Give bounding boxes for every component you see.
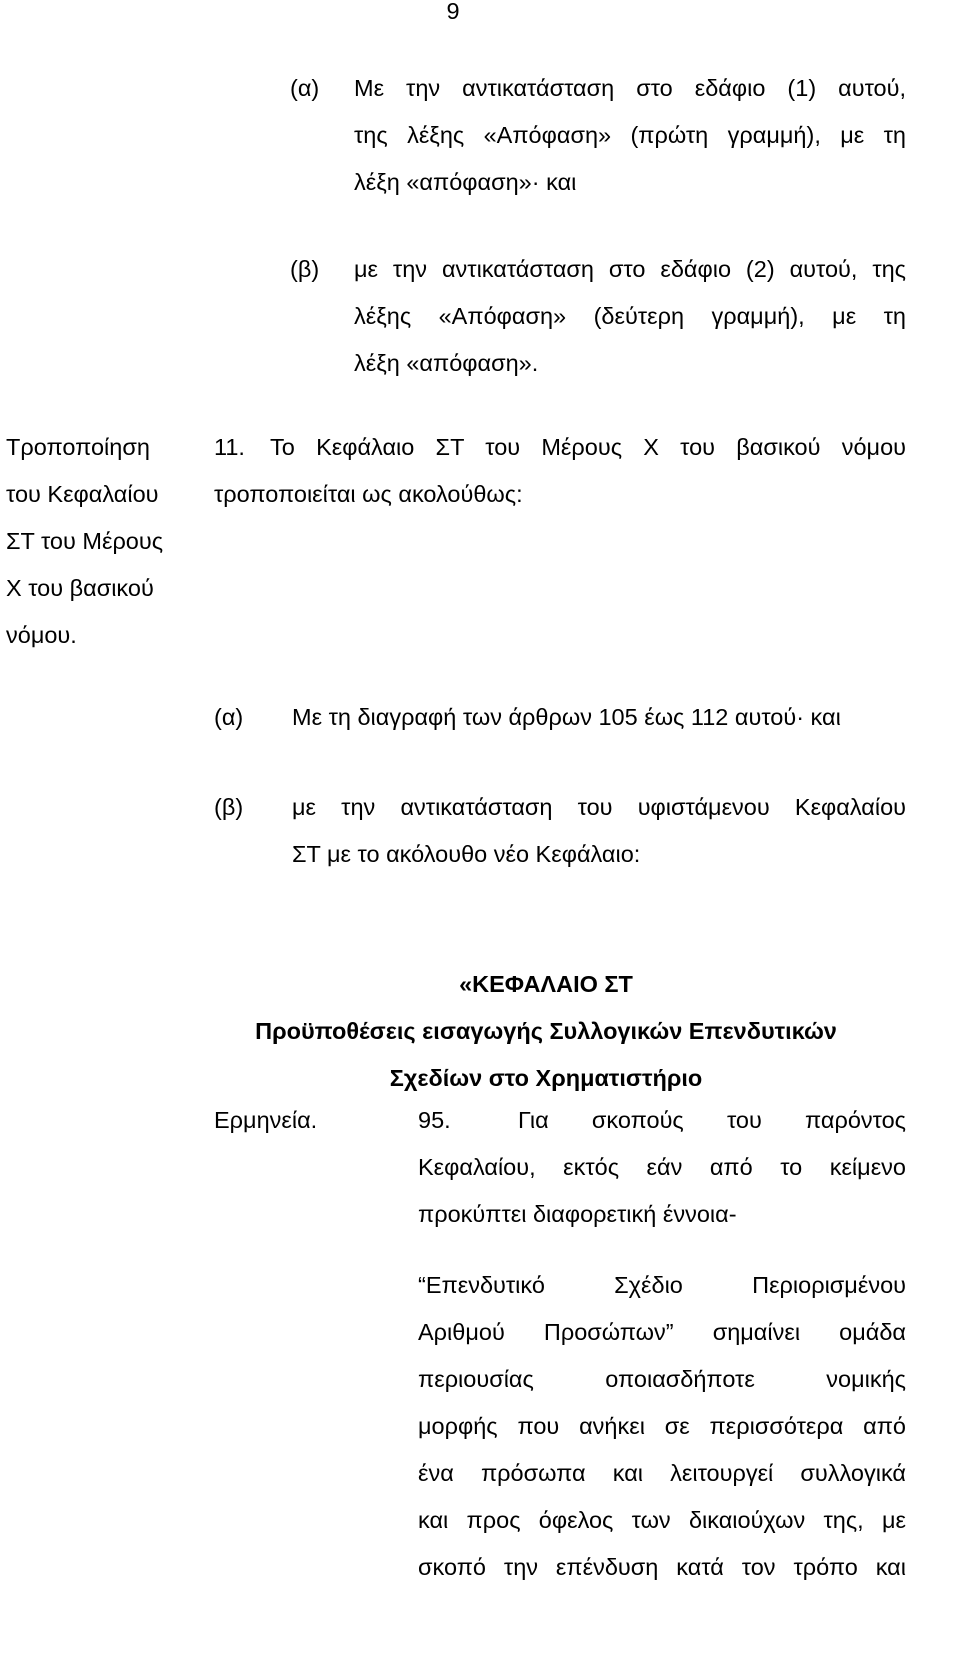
- chapter-subtitle: Προϋποθέσεις εισαγωγής Συλλογικών Επενδυτικών: [255, 1018, 837, 1044]
- item-label-alpha: (α): [214, 704, 244, 730]
- margin-note-section-95: Ερμηνεία.: [214, 1107, 318, 1133]
- definition-line: Αριθμού Προσώπων” σημαίνει ομάδα: [418, 1319, 906, 1345]
- text-line: με την αντικατάσταση στο εδάφιο (2) αυτού, της: [354, 256, 906, 282]
- margin-note-line: Τροποποίηση: [6, 434, 150, 460]
- item-label-alpha: (α): [290, 75, 320, 101]
- definition-line: σκοπό την επένδυση κατά τον τρόπο και: [418, 1554, 906, 1580]
- chapter-heading: [200, 961, 892, 1102]
- item-label-beta: (β): [290, 256, 320, 282]
- definition-line: ένα πρόσωπα και λειτουργεί συλλογικά: [418, 1460, 906, 1486]
- section-text-line: Για σκοπούς του παρόντος: [518, 1107, 906, 1133]
- margin-note-line: νόμου.: [6, 622, 77, 648]
- text-line: ΣΤ με το ακόλουθο νέο Κεφάλαιο:: [292, 841, 641, 867]
- item-label-beta: (β): [214, 794, 244, 820]
- section-text-line: Το Κεφάλαιο ΣΤ του Μέρους Χ του βασικού νόμου: [270, 434, 906, 460]
- chapter-subtitle: Σχεδίων στο Χρηματιστήριο: [389, 1065, 703, 1091]
- margin-note-section-11: [6, 424, 196, 659]
- item-text-alpha: Με τη διαγραφή των άρθρων 105 έως 112 αυτού· και: [292, 704, 841, 730]
- section-number: 95.: [418, 1107, 451, 1133]
- item-text-beta: [354, 246, 906, 387]
- definition: [418, 1262, 906, 1591]
- definition-line: περιουσίας οποιασδήποτε νομικής: [418, 1366, 906, 1392]
- chapter-title: «ΚΕΦΑΛΑΙΟ ΣΤ: [459, 971, 633, 997]
- section-text-line: τροποποιείται ως ακολούθως:: [214, 481, 523, 507]
- definition-line: και προς όφελος των δικαιούχων της, με: [418, 1507, 906, 1533]
- margin-note-line: Χ του βασικού: [6, 575, 154, 601]
- text-line: λέξης «Απόφαση» (δεύτερη γραμμή), με τη: [354, 303, 906, 329]
- text-line: Κεφαλαίου, εκτός εάν από το κείμενο: [418, 1154, 906, 1180]
- section-text: [418, 1144, 906, 1238]
- text-line: με την αντικατάσταση του υφιστάμενου Κεφαλαίου: [292, 794, 906, 820]
- text-line: Με την αντικατάσταση στο εδάφιο (1) αυτού,: [354, 75, 906, 101]
- item-text-alpha: [354, 65, 906, 206]
- margin-note-line: ΣΤ του Μέρους: [6, 528, 164, 554]
- definition-line: μορφής που ανήκει σε περισσότερα από: [418, 1413, 906, 1439]
- text-line: της λέξης «Απόφαση» (πρώτη γραμμή), με τη: [354, 122, 906, 148]
- section-number: 11.: [214, 434, 245, 460]
- text-line: προκύπτει διαφορετική έννοια-: [418, 1201, 737, 1227]
- definition-line: “Επενδυτικό Σχέδιο Περιορισμένου: [418, 1272, 906, 1298]
- page-number: 9: [446, 0, 460, 24]
- item-text-beta: [292, 784, 906, 878]
- text-line: λέξη «απόφαση».: [354, 350, 539, 376]
- text-line: λέξη «απόφαση»· και: [354, 169, 577, 195]
- margin-note-line: του Κεφαλαίου: [6, 481, 159, 507]
